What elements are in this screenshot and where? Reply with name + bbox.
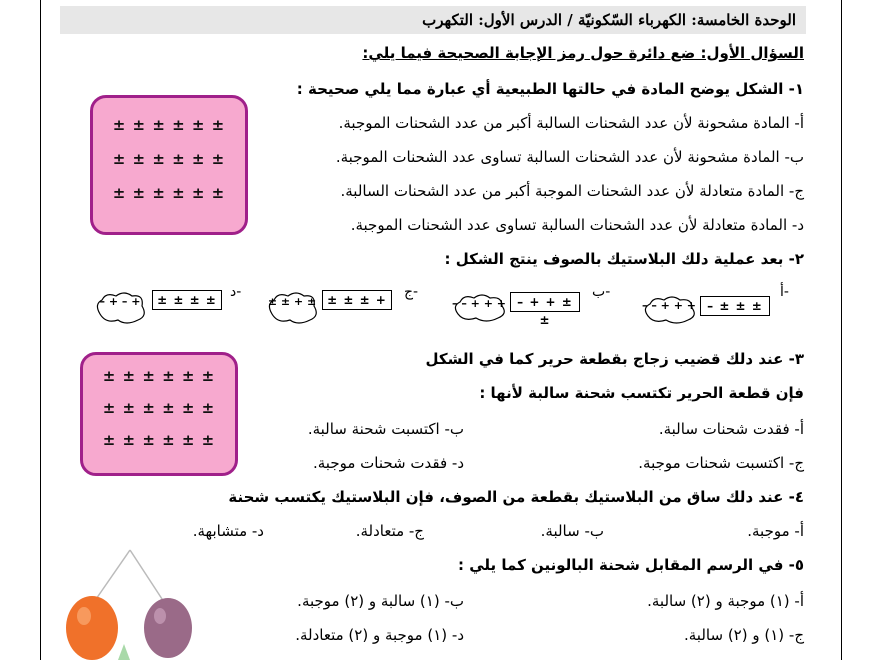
q3-charge-figure	[80, 352, 238, 476]
charge-row: ± ± ± ± ± ±	[112, 184, 226, 202]
q3-option-d[interactable]: د- فقدت شحنات موجبة.	[312, 454, 464, 472]
charge-row: ± ± ± ± ± ±	[102, 399, 216, 417]
q2-option-b-wool	[450, 292, 508, 322]
q5-text: ٥- في الرسم المقابل شحنة البالونين كما يلي :	[458, 556, 804, 574]
q2-option-a-wool-charges: – – + + +	[642, 299, 696, 312]
leaf-decoration	[118, 644, 130, 660]
q2-option-c-wool	[264, 290, 320, 324]
q1-option-b[interactable]: ب- المادة مشحونة لأن عدد الشحنات السالبة تساوى عدد الشحنات الموجبة.	[335, 148, 804, 166]
q5-option-c[interactable]: ج- (١) و (٢) سالبة.	[684, 626, 804, 644]
q2-option-b-rod: – + + ± ±	[510, 292, 580, 312]
q2-option-d-wool-charges: – + – +	[99, 295, 141, 308]
q5-option-b[interactable]: ب- (١) سالبة و (٢) موجبة.	[297, 592, 464, 610]
q4-option-d[interactable]: د- متشابهة.	[192, 522, 264, 540]
q2-option-c-wool-charges: ± ± + ±	[267, 295, 317, 308]
q2-option-d-wool	[92, 290, 148, 324]
q4-text: ٤- عند دلك ساق من البلاستيك بقطعة من الصوف، فإن البلاستيك يكتسب شحنة	[228, 488, 804, 506]
charge-row: ± ± ± ± ± ±	[102, 431, 216, 449]
q3-option-b[interactable]: ب- اكتسبت شحنة سالبة.	[307, 420, 464, 438]
q1-option-c[interactable]: ج- المادة متعادلة لأن عدد الشحنات الموجبة أكبر من عدد الشحنات السالبة.	[340, 182, 804, 200]
q1-text: ١- الشكل يوضح المادة في حالتها الطبيعية أي عبارة مما يلي صحيحة :	[296, 80, 804, 98]
q2-option-d-label[interactable]: د-	[230, 284, 242, 300]
balloons-figure	[58, 548, 208, 660]
q2-option-c-rod: ± ± ± +	[322, 290, 392, 310]
section-title: السؤال الأول: ضع دائرة حول رمز الإجابة الصحيحة فيما يلي:	[362, 44, 804, 62]
q5-option-d[interactable]: د- (١) موجبة و (٢) متعادلة.	[295, 626, 464, 644]
q2-text: ٢- بعد عملية دلك البلاستيك بالصوف ينتج الشكل :	[444, 250, 804, 268]
charge-row: ± ± ± ± ± ±	[112, 116, 226, 134]
balloon-string-2	[130, 550, 164, 602]
q4-option-b[interactable]: ب- سالبة.	[540, 522, 604, 540]
q3-option-c[interactable]: ج- اكتسبت شحنات موجبة.	[638, 454, 804, 472]
q2-option-a-label[interactable]: أ-	[780, 284, 789, 300]
q1-charge-figure	[90, 95, 248, 235]
balloon-1	[66, 596, 118, 660]
q1-option-a[interactable]: أ- المادة مشحونة لأن عدد الشحنات السالبة أكبر من عدد الشحنات الموجبة.	[338, 114, 804, 132]
q1-option-d[interactable]: د- المادة متعادلة لأن عدد الشحنات السالبة تساوى عدد الشحنات الموجبة.	[350, 216, 804, 234]
q2-option-c-label[interactable]: ج-	[404, 284, 419, 300]
balloon-2	[144, 598, 192, 658]
q3-subtext: فإن قطعة الحرير تكتسب شحنة سالبة لأنها :	[479, 384, 804, 402]
page-header: الوحدة الخامسة: الكهرباء السّكونيّة / الدرس الأول: التكهرب	[60, 6, 806, 34]
balloon-string-1	[94, 550, 130, 602]
q2-option-b-wool-charges: – – + + +	[452, 297, 506, 310]
q3-option-a[interactable]: أ- فقدت شحنات سالبة.	[658, 420, 804, 438]
q4-option-c[interactable]: ج- متعادلة.	[355, 522, 424, 540]
q3-text: ٣- عند دلك قضيب زجاج بقطعة حرير كما في الشكل	[425, 350, 804, 368]
charge-row: ± ± ± ± ± ±	[102, 367, 216, 385]
q2-option-a-rod: – ± ± ±	[700, 296, 770, 316]
q5-option-a[interactable]: أ- (١) موجبة و (٢) سالبة.	[647, 592, 804, 610]
q2-option-b-label[interactable]: ب-	[592, 284, 611, 300]
q4-option-a[interactable]: أ- موجبة.	[747, 522, 804, 540]
q2-option-d-rod: ± ± ± ±	[152, 290, 222, 310]
charge-row: ± ± ± ± ± ±	[112, 150, 226, 168]
q2-option-a-wool	[640, 294, 698, 324]
